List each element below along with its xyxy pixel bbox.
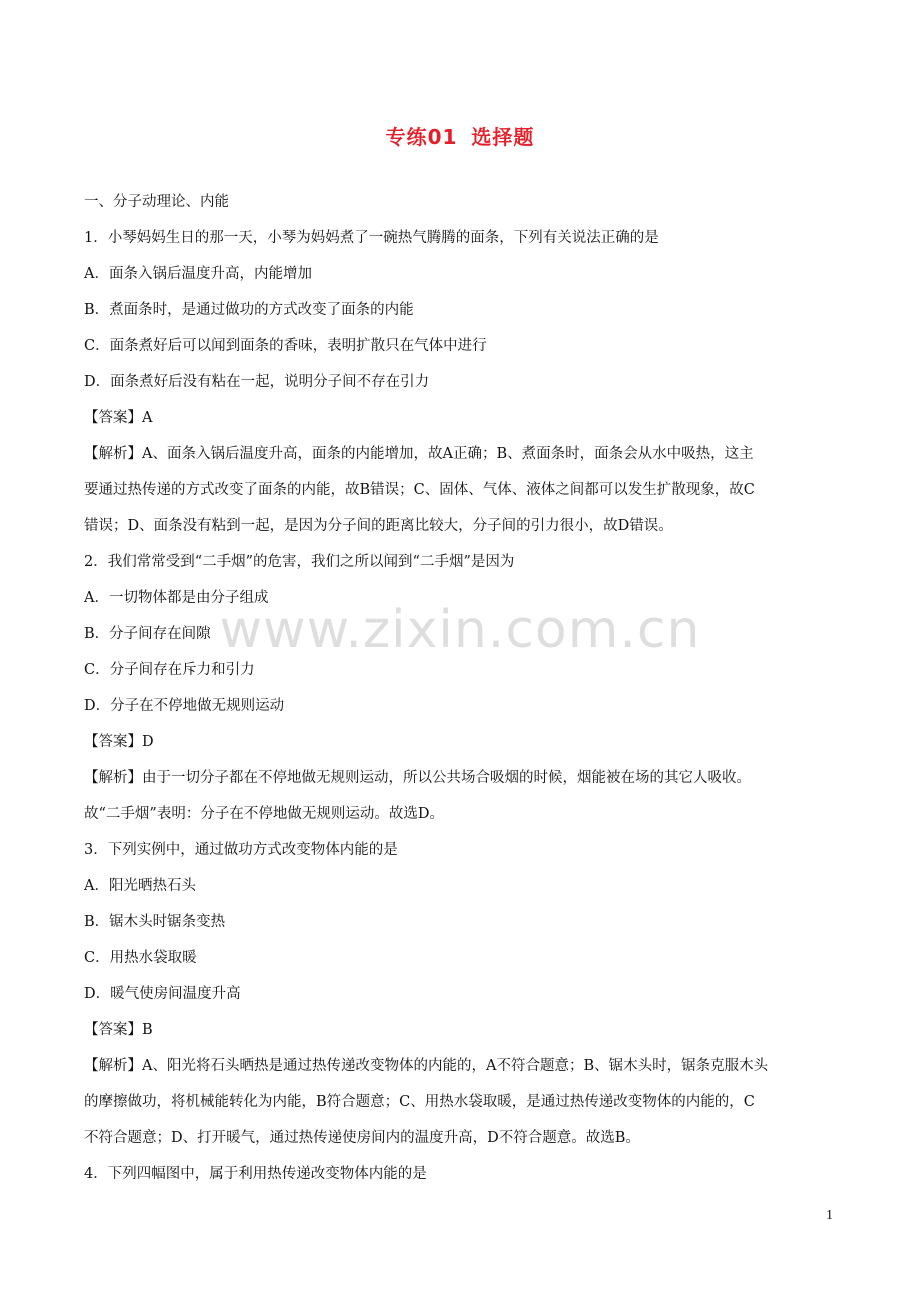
question-2: 2．我们常常受到“二手烟”的危害，我们之所以闻到“二手烟”是因为 <box>84 554 515 570</box>
q3-analysis-line: 的摩擦做功，将机械能转化为内能，B符合题意；C、用热水袋取暖，是通过热传递改变物体的内能的，C <box>84 1094 755 1110</box>
q2-analysis-line: 故“二手烟”表明：分子在不停地做无规则运动。故选D。 <box>84 806 444 822</box>
q3-option-d: D．暖气使房间温度升高 <box>84 986 241 1002</box>
q1-option-b: B．煮面条时，是通过做功的方式改变了面条的内能 <box>84 302 414 318</box>
q1-analysis-line: 要通过热传递的方式改变了面条的内能，故B错误；C、固体、气体、液体之间都可以发生扩散现象，故C <box>84 482 755 498</box>
q3-option-c: C．用热水袋取暖 <box>84 950 197 966</box>
q3-option-a: A．阳光晒热石头 <box>84 878 196 894</box>
q2-option-d: D．分子在不停地做无规则运动 <box>84 698 285 714</box>
question-1: 1．小琴妈妈生日的那一天，小琴为妈妈煮了一碗热气腾腾的面条，下列有关说法正确的是 <box>84 230 659 246</box>
title-sub: 选择题 <box>471 125 535 149</box>
q1-analysis-line: 【解析】A、面条入锅后温度升高，面条的内能增加，故A正确；B、煮面条时，面条会从水中吸热，这主 <box>84 446 754 462</box>
q1-analysis-line: 错误；D、面条没有粘到一起，是因为分子间的距离比较大，分子间的引力很小，故D错误。 <box>84 518 673 534</box>
q1-option-d: D．面条煮好后没有粘在一起，说明分子间不存在引力 <box>84 374 430 390</box>
section-heading: 一、分子动理论、内能 <box>84 194 229 210</box>
q2-option-a: A．一切物体都是由分子组成 <box>84 590 269 606</box>
question-4: 4．下列四幅图中，属于利用热传递改变物体内能的是 <box>84 1166 427 1182</box>
q3-analysis-line: 不符合题意；D、打开暖气，通过热传递使房间内的温度升高，D不符合题意。故选B。 <box>84 1130 640 1146</box>
document-body <box>84 184 836 1192</box>
q1-option-a: A．面条入锅后温度升高，内能增加 <box>84 266 312 282</box>
watermark: www.zixin.com.cn <box>219 600 701 660</box>
question-3: 3．下列实例中，通过做功方式改变物体内能的是 <box>84 842 398 858</box>
q2-analysis-line: 【解析】由于一切分子都在不停地做无规则运动，所以公共场合吸烟的时候，烟能被在场的其它人吸收。 <box>84 770 751 786</box>
page-number: 1 <box>826 1208 833 1223</box>
page-title <box>0 121 920 150</box>
q1-option-c: C．面条煮好后可以闻到面条的香味，表明扩散只在气体中进行 <box>84 338 487 354</box>
q3-analysis-line: 【解析】A、阳光将石头晒热是通过热传递改变物体的内能的，A不符合题意；B、锯木头时，锯条克服木头 <box>84 1058 769 1074</box>
q3-option-b: B．锯木头时锯条变热 <box>84 914 226 930</box>
q2-option-b: B．分子间存在间隙 <box>84 626 211 642</box>
q2-option-c: C．分子间存在斥力和引力 <box>84 662 255 678</box>
q3-answer: 【答案】B <box>84 1022 153 1038</box>
title-main: 专练01 <box>385 125 458 149</box>
q2-answer: 【答案】D <box>84 734 154 750</box>
q1-answer: 【答案】A <box>84 410 153 426</box>
